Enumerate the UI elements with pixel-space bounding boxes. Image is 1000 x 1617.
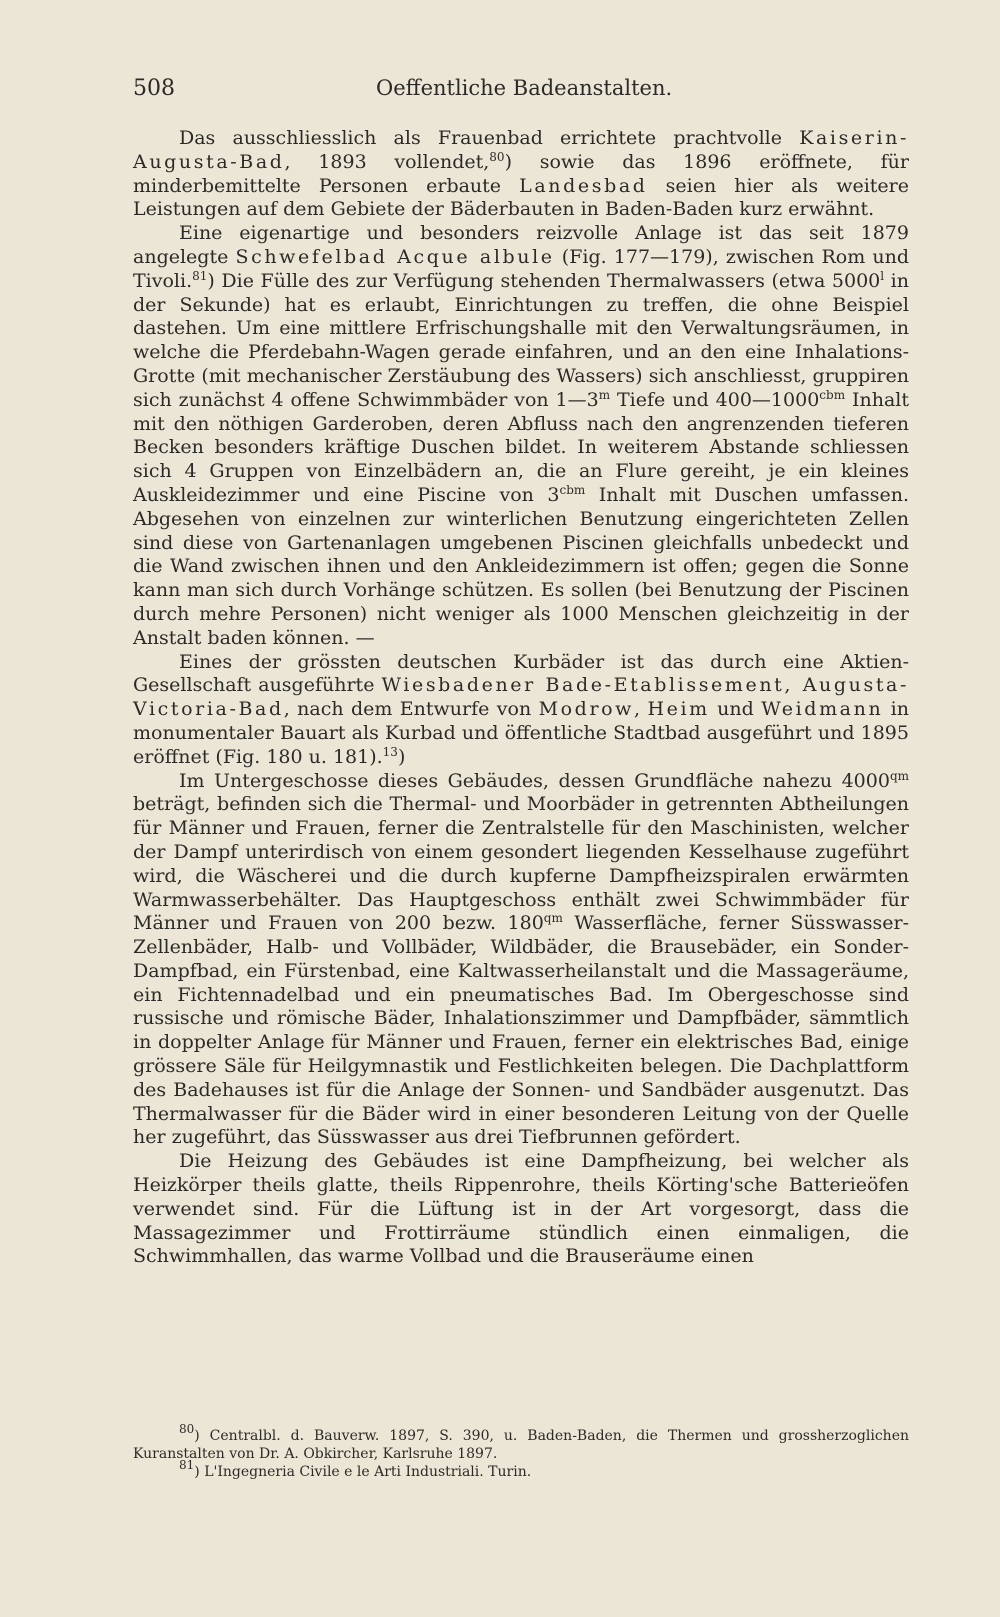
text-run: Wasserfläche, ferner Süsswasser-Zellenbäder, Halb- und Vollbäder, Wildbäder, die Brausebäder, ein Sonder-Dampfbad, ein Fürstenbad, eine Kaltwasserheilanstalt und die Massageräume, ein Fichtennadelbad und ein pneumatisches Bad. Im Obergeschosse sind russische und römische Bäder, Inhalationszimmer und Dampfbäder, sämmtlich in doppelter Anlage für Männer und Frauen, ferner ein elektrisches Bad, einige grössere Säle für Heilgymnastik und Festlichkeiten belegen. Die Dachplattform des Badehauses ist für die Anlage der Sonnen- und Sandbäder ausgenutzt. Das Thermalwasser für die Bäder wird in einer besonderen Leitung von der Quelle her zugeführt, das Süsswasser aus drei Tiefbrunnen gefördert. [133, 912, 909, 1149]
text-run: ) sowie das 1896 eröffnete, für minderbemittelte Personen erbaute [133, 150, 909, 197]
spaced-name: Landesbad [519, 174, 648, 197]
footnote-ref: 81 [192, 268, 208, 283]
unit-superscript: cbm [559, 482, 586, 497]
spaced-name: Schwefelbad Acque albule [235, 245, 555, 268]
text-run: Die Heizung des Gebäudes ist eine Dampfheizung, bei welcher als Heizkörper theils glatte, theils Rippenrohre, theils Körting'sche Batterieöfen verwendet sind. Für die Lüftung ist in der Art vorgesorgt, dass die Massagezimmer und Frottirräume stündlich einen einmaligen, die Schwimmhallen, das warme Vollbad und die Brauseräume einen [133, 1150, 909, 1268]
footnote [133, 1422, 909, 1463]
unit-superscript: cbm [819, 387, 846, 402]
text-run: Tiefe und 400—1000 [610, 388, 820, 411]
spaced-name: Kaiserin-Augusta-Bad [133, 127, 909, 173]
text-run: seien hier als weitere Leistungen auf dem Gebiete der Bäderbauten in Baden-Baden kurz erwähnt. [133, 174, 910, 221]
text-run: , 1893 vollendet, [284, 150, 490, 173]
text-run: Inhalt mit den nöthigen Garderoben, deren Abfluss nach den angrenzenden tieferen Becken besonders kräftige Duschen bildet. In weiterem Abstande schliessen sich 4 Gruppen von Einzelbädern an, die an Flure gereiht, je ein kleines Auskleidezimmer und eine Piscine von 3 [133, 388, 909, 506]
footnote-text: ) Centralbl. d. Bauverw. 1897, S. 390, u. Baden-Baden, die Thermen und grossherzoglichen Kuranstalten von Dr. A. Obkircher, Karlsruhe 1897. [133, 1428, 909, 1462]
footnote-ref: 13 [382, 744, 398, 759]
unit-superscript: qm [889, 768, 909, 783]
running-title: Oeffentliche Badeanstalten. [376, 76, 673, 100]
text-run: , nach dem Entwurfe von [283, 698, 539, 721]
footnote-mark: 80 [179, 1422, 195, 1436]
body-text [133, 127, 909, 1269]
text-run: beträgt, befinden sich die Thermal- und Moorbäder in getrennten Abtheilungen für Männer und Frauen, ferner die Zentralstelle für den Maschinisten, welcher der Dampf unterirdisch von einem gesondert liegenden Kesselhause zugeführt wird, die Wäscherei und die durch kupferne Dampfheizspiralen erwärmten Warmwasserbehälter. Das Hauptgeschoss enthält zwei Schwimmbäder für Männer und Frauen von 200 bezw. 180 [133, 793, 909, 935]
spaced-name: Wiesbadener Bade-Etablissement, Augusta-Victoria-Bad [133, 674, 910, 721]
paragraph [133, 1150, 909, 1269]
text-run: ) Die Fülle des zur Verfügung stehenden Thermalwassers (etwa 5000 [207, 269, 881, 292]
text-run: Im Untergeschosse dieses Gebäudes, dessen Grundfläche nahezu 4000 [179, 769, 890, 792]
unit-superscript: l [880, 268, 885, 283]
paragraph [133, 651, 909, 770]
text-run: Eine eigenartige und besonders reizvolle Anlage ist das seit 1879 angelegte [133, 222, 909, 268]
text-run: und [709, 698, 762, 721]
paragraph [133, 127, 909, 222]
footnotes [133, 1422, 909, 1481]
text-run: , [634, 698, 648, 721]
text-run: (Fig. 177—179), zwischen Rom und Tivoli. [133, 245, 909, 292]
text-run: ) [397, 745, 406, 768]
page-number: 508 [133, 76, 175, 101]
spaced-name: Heim [647, 698, 710, 721]
footnote-mark: 81 [179, 1458, 195, 1472]
footnote-text: ) L'Ingegneria Civile e le Arti Industriali. Turin. [194, 1464, 532, 1480]
unit-superscript: qm [543, 911, 563, 926]
paragraph [133, 770, 909, 1151]
footnote [133, 1458, 909, 1481]
text-run: Das ausschliesslich als Frauenbad errichtete prachtvolle [179, 127, 800, 149]
text-run: Inhalt mit Duschen umfassen. Abgesehen von einzelnen zur winterlichen Benutzung eingerichteten Zellen sind diese von Gartenanlagen umgebenen Piscinen gleichfalls unbedeckt und die Wand zwischen ihnen und den Ankleidezimmern ist offen; gegen die Sonne kann man sich durch Vorhänge schützen. Es sollen (bei Benutzung der Piscinen durch mehre Personen) nicht weniger als 1000 Menschen gleichzeitig in der Anstalt baden können. — [133, 483, 910, 649]
unit-superscript: m [598, 387, 611, 402]
paragraph [133, 222, 909, 650]
spaced-name: Weidmann [761, 698, 884, 721]
text-run: in monumentaler Bauart als Kurbad und öffentliche Stadtbad ausgeführt und 1895 eröffnet (Fig. 180 u. 181). [133, 698, 909, 768]
text-run: Eines der grössten deutschen Kurbäder ist das durch eine Aktien-Gesellschaft ausgeführte [133, 650, 909, 697]
spaced-name: Modrow [538, 698, 635, 721]
text-run: in der Sekunde) hat es erlaubt, Einrichtungen zu treffen, die ohne Beispiel dastehen. Um eine mittlere Erfrischungshalle mit den Verwaltungsräumen, in welche die Pferdebahn-Wagen gerade einfahren, und an den eine Inhalations-Grotte (mit mechanischer Zerstäubung des Wassers) sich anschliesst, gruppiren sich zunächst 4 offene Schwimmbäder von 1—3 [133, 269, 909, 411]
footnote-ref: 80 [489, 149, 505, 164]
